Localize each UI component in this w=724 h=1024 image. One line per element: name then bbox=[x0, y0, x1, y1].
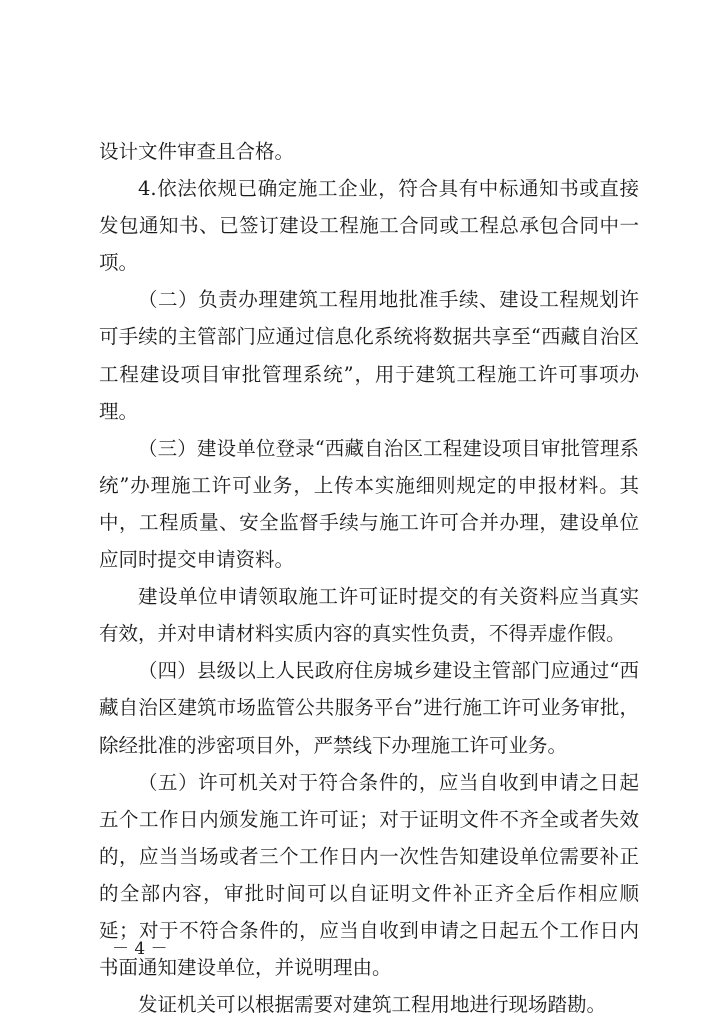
paragraph-2: 4.依法依规已确定施工企业，符合具有中标通知书或直接发包通知书、已签订建设工程施工合同或工程总承包合同中一项。 bbox=[99, 177, 639, 275]
page-number: － 4 － bbox=[112, 939, 168, 959]
paragraph-5: 建设单位申请领取施工许可证时提交的有关资料应当真实有效，并对申请材料实质内容的真实性负责，不得弄虚作假。 bbox=[99, 585, 639, 646]
paragraph-4: （三）建设单位登录“西藏自治区工程建设项目审批管理系统”办理施工许可业务，上传本实施细则规定的申报材料。其中，工程质量、安全监督手续与施工许可合并办理，建设单位应同时提交申请资料。 bbox=[99, 436, 639, 572]
body-text bbox=[99, 133, 639, 1023]
paragraph-6: （四）县级以上人民政府住房城乡建设主管部门应通过“西藏自治区建筑市场监管公共服务平台”进行施工许可业务审批，除经批准的涉密项目外，严禁线下办理施工许可业务。 bbox=[99, 659, 639, 757]
paragraph-7: （五）许可机关对于符合条件的，应当自收到申请之日起五个工作日内颁发施工许可证；对于证明文件不齐全或者失效的，应当当场或者三个工作日内一次性告知建设单位需要补正的全部内容，审批时间可以自证明文件补正齐全后作相应顺延；对于不符合条件的，应当自收到申请之日起五个工作日内书面通知建设单位，并说明理由。 bbox=[99, 770, 639, 980]
paragraph-3: （二）负责办理建筑工程用地批准手续、建设工程规划许可手续的主管部门应通过信息化系统将数据共享至“西藏自治区工程建设项目审批管理系统”，用于建筑工程施工许可事项办理。 bbox=[99, 288, 639, 423]
paragraph-8: 发证机关可以根据需要对建筑工程用地进行现场踏勘。 bbox=[138, 993, 607, 1017]
paragraph-1: 设计文件审查且合格。 bbox=[99, 140, 295, 163]
